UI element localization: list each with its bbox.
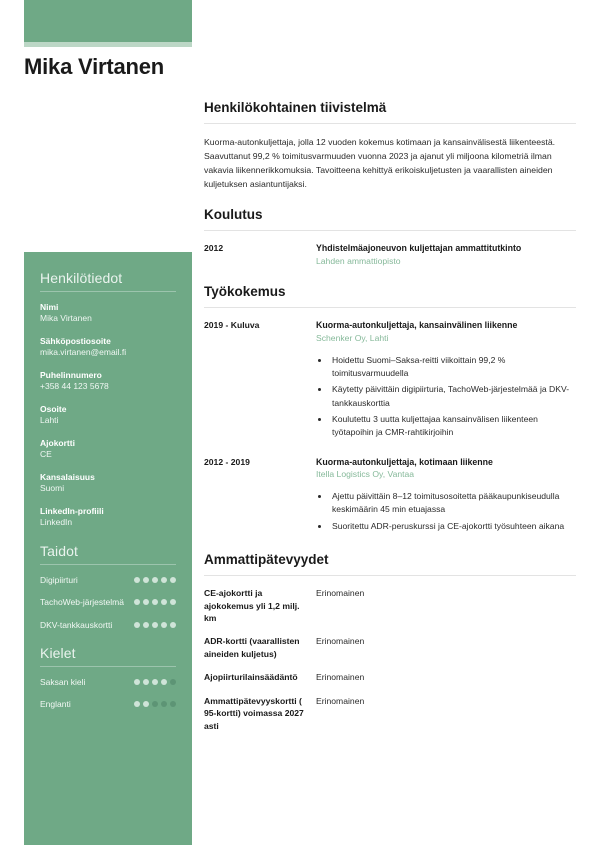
experience-entry-bullet: • Käytetty päivittäin digipiirturia, TachoWeb-järjestelmää ja DKV-tankkauskorttia — [330, 383, 576, 410]
sidebar — [24, 252, 192, 845]
experience-entry-list — [204, 319, 576, 536]
skill-row — [40, 620, 176, 631]
qualification-level: Erinomainen — [316, 672, 365, 683]
personal-info-value: CE — [40, 449, 52, 460]
personal-info-item — [40, 336, 176, 359]
education-entry — [204, 242, 576, 268]
experience-entry-org: Schenker Oy, Lahti — [316, 332, 389, 343]
sidebar-section-personal — [40, 270, 176, 529]
personal-info-label: Puhelinnumero — [40, 369, 102, 380]
language-row — [40, 677, 176, 688]
education-entry-org: Lahden ammattiopisto — [316, 256, 401, 267]
qualification-name: Ammattipätevyyskortti ( 95-kortti) voimassa 2027 asti — [204, 695, 304, 731]
rating-dot — [134, 622, 140, 628]
rating-dot — [152, 622, 158, 628]
skill-row-dots — [134, 575, 176, 583]
rating-dot — [161, 701, 167, 707]
personal-info-label: Nimi — [40, 302, 59, 312]
skill-row-label: Digipiirturi — [40, 574, 78, 585]
rating-dot — [134, 577, 140, 583]
personal-info-item — [40, 506, 176, 529]
rating-dot — [134, 701, 140, 707]
experience-entry-date: 2012 - 2019 — [204, 456, 250, 467]
personal-info-item — [40, 472, 176, 495]
section-divider-qualifications — [204, 575, 576, 576]
personal-info-list — [40, 302, 176, 529]
section-heading-qualifications: Ammattipätevyydet — [204, 552, 329, 568]
experience-entry-bullet: • Koulutettu 3 uutta kuljettajaa kansainvälisen liikenteen työtapoihin ja CMR-rahtikirjoihin — [330, 413, 576, 440]
personal-info-item — [40, 370, 176, 393]
personal-info-label: LinkedIn-profiili — [40, 505, 104, 516]
qualification-level: Erinomainen — [316, 636, 365, 647]
rating-dot — [143, 577, 149, 583]
qualification-level: Erinomainen — [316, 695, 365, 706]
section-summary — [204, 100, 576, 191]
section-divider-summary — [204, 123, 576, 124]
sidebar-section-skills — [40, 543, 176, 631]
section-education — [204, 207, 576, 268]
skill-row-dots — [134, 620, 176, 628]
personal-info-label: Sähköpostiosoite — [40, 335, 111, 346]
sidebar-divider-languages — [40, 666, 176, 667]
personal-info-item — [40, 438, 176, 461]
sidebar-divider-skills — [40, 564, 176, 565]
personal-info-label: Kansalaisuus — [40, 471, 95, 482]
skill-row-label: TachoWeb-järjestelmä — [40, 597, 124, 608]
personal-info-value: mika.virtanen@email.fi — [40, 347, 127, 358]
skill-row-dots — [134, 597, 176, 605]
rating-dot — [134, 599, 140, 605]
qualification-level: Erinomainen — [316, 588, 365, 599]
qualification-name: Ajopiirturilainsäädäntö — [204, 672, 298, 683]
qualification-name: ADR-kortti (vaarallisten aineiden kuljetus) — [204, 636, 300, 659]
experience-entry-bullets — [316, 354, 576, 440]
education-entry-title: Yhdistelmäajoneuvon kuljettajan ammattitutkinto — [316, 243, 522, 254]
personal-info-value: Lahti — [40, 415, 59, 426]
personal-info-value: Suomi — [40, 483, 65, 494]
personal-info-item — [40, 302, 176, 325]
rating-dot — [152, 701, 158, 707]
experience-entry — [204, 319, 576, 443]
experience-entry-date: 2019 - Kuluva — [204, 320, 260, 331]
rating-dot — [170, 701, 176, 707]
page-title: Mika Virtanen — [24, 54, 165, 79]
language-row-dots — [134, 699, 176, 707]
rating-dot — [152, 577, 158, 583]
personal-info-label: Ajokortti — [40, 437, 75, 448]
rating-dot — [161, 679, 167, 685]
personal-info-value: +358 44 123 5678 — [40, 381, 109, 392]
experience-entry-bullet: • Ajettu päivittäin 8–12 toimitusosoitetta pääkaupunkiseudulla keskimäärin 45 min etuajassa — [330, 490, 576, 517]
qualifications-list — [204, 587, 576, 732]
language-row-label: Saksan kieli — [40, 676, 86, 687]
experience-entry-org: Itella Logistics Oy, Vantaa — [316, 469, 415, 480]
qualification-row — [204, 671, 576, 683]
sidebar-heading-skills: Taidot — [40, 542, 78, 559]
rating-dot — [170, 599, 176, 605]
section-heading-summary: Henkilökohtainen tiivistelmä — [204, 100, 387, 115]
personal-info-label: Osoite — [40, 403, 67, 414]
experience-entry — [204, 456, 576, 537]
language-row-dots — [134, 677, 176, 685]
section-qualifications — [204, 552, 576, 732]
skill-row — [40, 575, 176, 586]
rating-dot — [134, 679, 140, 685]
qualification-row — [204, 695, 576, 732]
header-accent-underline — [24, 42, 192, 47]
personal-info-value: LinkedIn — [40, 517, 73, 528]
sidebar-heading-personal: Henkilötiedot — [40, 270, 123, 286]
education-entry-date: 2012 — [204, 243, 224, 254]
rating-dot — [143, 701, 149, 707]
main-column — [204, 100, 576, 748]
skill-row — [40, 597, 176, 608]
experience-entry-bullet: • Hoidettu Suomi–Saksa-reitti viikoittain 99,2 % toimitusvarmuudella — [330, 354, 576, 381]
qualification-row — [204, 587, 576, 624]
section-heading-education: Koulutus — [204, 207, 263, 223]
experience-entry-bullets — [316, 490, 576, 533]
rating-dot — [170, 577, 176, 583]
rating-dot — [143, 599, 149, 605]
skills-list — [40, 575, 176, 631]
rating-dot — [161, 577, 167, 583]
header-accent-bar — [24, 0, 192, 42]
qualification-name: CE-ajokortti ja ajokokemus yli 1,2 milj. km — [204, 588, 300, 624]
language-row — [40, 699, 176, 710]
sidebar-heading-languages: Kielet — [40, 644, 76, 661]
sidebar-section-languages — [40, 645, 176, 711]
section-heading-experience: Työkokemus — [204, 284, 286, 300]
skill-row-label: DKV-tankkauskortti — [40, 619, 113, 630]
rating-dot — [161, 622, 167, 628]
experience-entry-body — [316, 319, 576, 443]
qualification-row — [204, 635, 576, 660]
rating-dot — [170, 679, 176, 685]
rating-dot — [161, 599, 167, 605]
education-entry-body — [316, 242, 576, 268]
section-divider-education — [204, 230, 576, 231]
experience-entry-title: Kuorma-autonkuljettaja, kansainvälinen liikenne — [316, 320, 518, 331]
language-row-label: Englanti — [40, 699, 71, 710]
experience-entry-title: Kuorma-autonkuljettaja, kotimaan liikenne — [316, 456, 493, 467]
experience-entry-body — [316, 456, 576, 537]
experience-entry-bullet: • Suoritettu ADR-peruskurssi ja CE-ajokortti työsuhteen aikana — [330, 520, 576, 533]
rating-dot — [143, 622, 149, 628]
rating-dot — [143, 679, 149, 685]
section-divider-experience — [204, 307, 576, 308]
personal-info-item — [40, 404, 176, 427]
languages-list — [40, 677, 176, 711]
section-experience — [204, 284, 576, 536]
education-entry-list — [204, 242, 576, 268]
rating-dot — [152, 599, 158, 605]
rating-dot — [170, 622, 176, 628]
personal-info-value: Mika Virtanen — [40, 313, 92, 324]
sidebar-divider-personal — [40, 291, 176, 292]
summary-text: Kuorma-autonkuljettaja, jolla 12 vuoden kokemus kotimaan ja kansainvälisestä liikenteestä. Saavuttanut 99,2 % toimitusvarmuuden vuonna 2023 ja ajanut yli miljoona kilometriä ilman vakavia liikennerikkomuksia. Tavoitteena kehittyä erikoiskuljetusten ja vaarallisten aineiden kuljetuksen asiantuntijaksi. — [204, 137, 556, 190]
rating-dot — [152, 679, 158, 685]
